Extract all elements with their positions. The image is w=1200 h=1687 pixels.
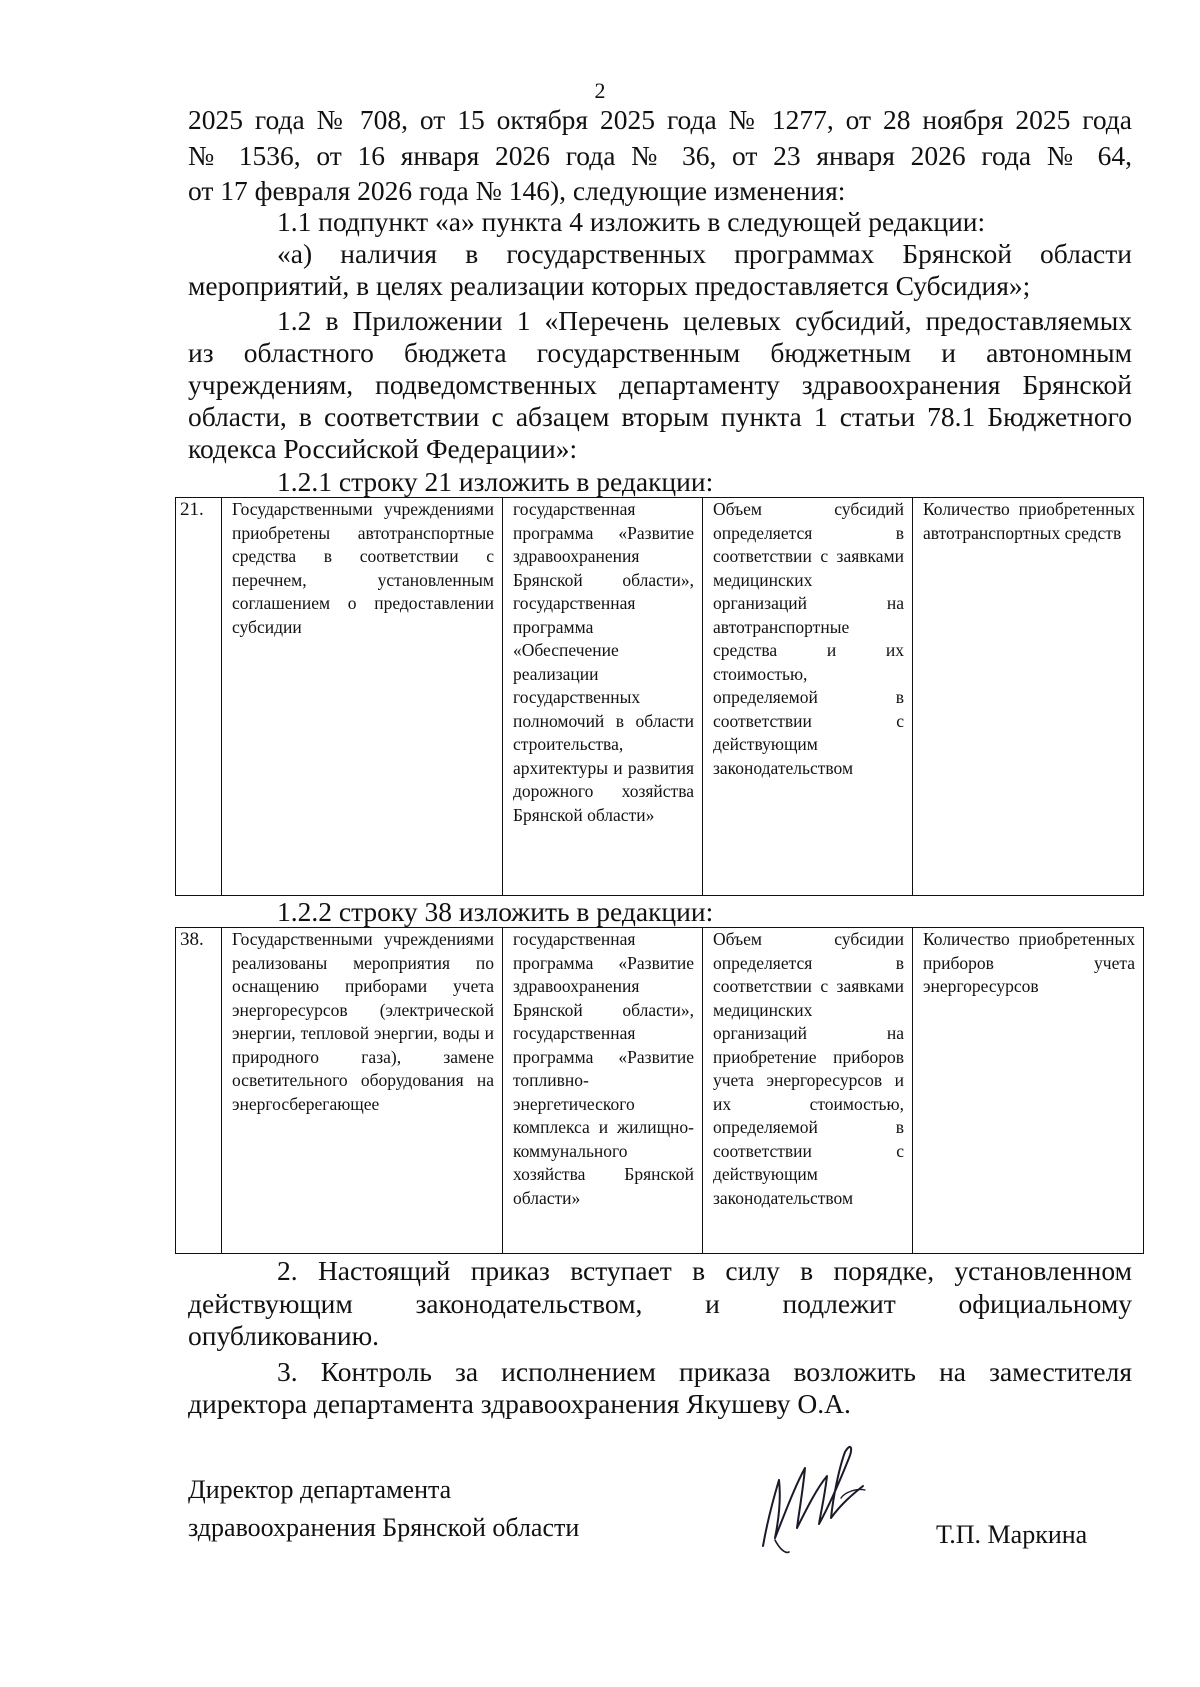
row-38-result: Государственными учреждениями реализованы мероприятия по оснащению приборами учета энергоресурсов (электрической энергии, тепловой энергии, воды и природного газа), замене осветительного оборудования на энергосберегающее xyxy=(222,928,503,1254)
row-21-program: государственная программа «Развитие здравоохранения Брянской области», государственная программа «Обеспечение реализации государственных полномочий в области строительства, архитектуры и развития дорожного хозяйства Брянской области» xyxy=(503,498,703,896)
intro-line-1: 2025 года № 708, от 15 октября 2025 года № 1277, от 28 ноября 2025 года xyxy=(188,104,1132,135)
item-1-2-2: 1.2.2 строку 38 изложить в редакции: xyxy=(277,896,714,927)
item-1-2-line-3: учреждениям, подведомственных департаменту здравоохранения Брянской xyxy=(188,369,1132,400)
signature-title-line-2: здравоохранения Брянской области xyxy=(188,1513,580,1542)
item-2-line-3: опубликованию. xyxy=(188,1320,379,1351)
item-2-line-1: 2. Настоящий приказ вступает в силу в порядке, установленном xyxy=(277,1255,1132,1286)
row-21-table xyxy=(175,497,1144,896)
item-1-2-line-5: кодекса Российской Федерации»: xyxy=(188,433,578,464)
item-2-line-2: действующим законодательством, и подлежит официальному xyxy=(188,1288,1132,1319)
item-1-2-line-4: области, в соответствии с абзацем вторым пункта 1 статьи 78.1 Бюджетного xyxy=(188,401,1132,432)
item-1-1-text-line-2: мероприятий, в целях реализации которых предоставляется Субсидия»; xyxy=(188,270,1031,301)
intro-line-3: от 17 февраля 2026 года № 146), следующие изменения: xyxy=(188,175,846,206)
item-1-2-1: 1.2.1 строку 21 изложить в редакции: xyxy=(277,466,714,497)
table-row xyxy=(176,928,1144,1254)
page-number: 2 xyxy=(594,78,606,103)
item-3-line-2: директора департамента здравоохранения Якушеву О.А. xyxy=(188,1388,851,1419)
row-21-number: 21. xyxy=(176,498,222,896)
row-38-number: 38. xyxy=(176,928,222,1254)
handwritten-signature xyxy=(745,1428,885,1558)
item-1-1: 1.1 подпункт «а» пункта 4 изложить в следующей редакции: xyxy=(277,206,986,237)
row-21-result: Государственными учреждениями приобретены автотранспортные средства в соответствии с перечнем, установленным соглашением о предоставлении субсидии xyxy=(222,498,503,896)
row-38-table xyxy=(175,927,1144,1254)
item-1-2-line-2: из областного бюджета государственным бюджетным и автономным xyxy=(188,337,1132,368)
row-38-indicator: Количество приобретенных приборов учета энергоресурсов xyxy=(913,928,1144,1254)
row-21-indicator: Количество приобретенных автотранспортных средств xyxy=(913,498,1144,896)
item-1-1-text-line-1: «а) наличия в государственных программах Брянской области xyxy=(277,238,1132,269)
intro-line-2: № 1536, от 16 января 2026 года № 36, от 23 января 2026 года № 64, xyxy=(188,140,1132,171)
row-38-program: государственная программа «Развитие здравоохранения Брянской области», государственная программа «Развитие топливно-энергетического комплекса и жилищно-коммунального хозяйства Брянской области» xyxy=(503,928,703,1254)
table-row xyxy=(176,498,1144,896)
signature-title-line-1: Директор департамента xyxy=(188,1475,452,1504)
item-3-line-1: 3. Контроль за исполнением приказа возложить на заместителя xyxy=(277,1356,1132,1387)
item-1-2-line-1: 1.2 в Приложении 1 «Перечень целевых субсидий, предоставляемых xyxy=(277,305,1132,336)
row-21-volume: Объем субсидий определяется в соответствии с заявками медицинских организаций на автотранспортные средства и их стоимостью, определяемой в соответствии с действующим законодательством xyxy=(703,498,913,896)
signatory-name: Т.П. Маркина xyxy=(936,1520,1088,1549)
row-38-volume: Объем субсидии определяется в соответствии с заявками медицинских организаций на приобретение приборов учета энергоресурсов и их стоимостью, определяемой в соответствии с действующим законодательством xyxy=(703,928,913,1254)
